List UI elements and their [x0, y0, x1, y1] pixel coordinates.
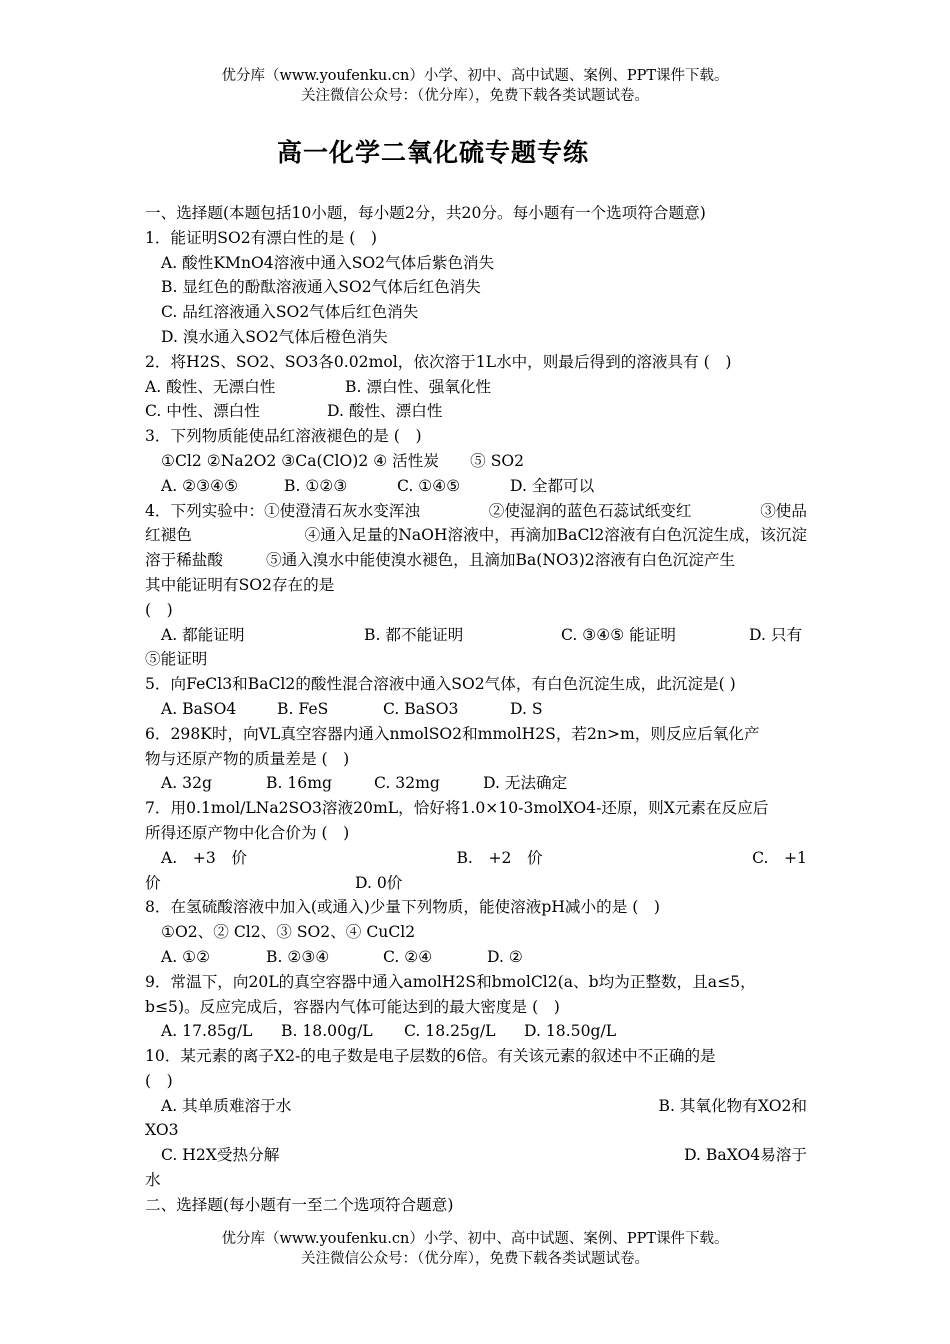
q3-option-b: B. ①②③ [284, 476, 348, 495]
q2-options-ab [145, 375, 807, 400]
q4-line-1b: ②使湿润的蓝色石蕊试纸变红 [488, 501, 692, 520]
header-line-1: 优分库（www.youfenku.cn）小学、初中、高中试题、案例、PPT课件下载。 [221, 68, 729, 84]
q7-option-c-cont: 价 [145, 873, 161, 892]
q4-line-2a: 红褪色 [145, 526, 192, 545]
q9-option-d: D. 18.50g/L [524, 1022, 617, 1041]
q1-option-c: C. 品红溶液通入SO2气体后红色消失 [161, 303, 419, 322]
q2-stem: 2．将H2S、SO2、SO3各0.02mol，依次溶于1L水中，则最后得到的溶液具有 ( ) [145, 352, 732, 371]
q2-option-b: B. 漂白性、强氧化性 [345, 377, 492, 396]
q7-options-d-line [145, 871, 807, 896]
q10-line-2: ( ) [145, 1071, 173, 1090]
q6-option-c: C. 32mg [374, 774, 440, 793]
q4-line-1a: 4．下列实验中：①使澄清石灰水变浑浊 [145, 501, 421, 520]
q3-options [145, 474, 807, 499]
exam-content [145, 201, 807, 1218]
q2-option-d: D. 酸性、漂白性 [327, 402, 443, 421]
q6-option-d: D. 无法确定 [483, 774, 568, 793]
q4-line-3b: ⑤通入溴水中能使溴水褪色，且滴加Ba(NO3)2溶液有白色沉淀产生 [266, 551, 736, 570]
q1-stem: 1．能证明SO2有漂白性的是 ( ) [145, 228, 377, 247]
q4-option-c: C. ③④⑤ 能证明 [561, 625, 676, 644]
q8-option-d: D. ② [487, 947, 523, 966]
q10-option-d-cont: 水 [145, 1171, 161, 1190]
q9-option-c: C. 18.25g/L [404, 1022, 496, 1041]
q10-option-a: A. 其单质难溶于水 [161, 1096, 292, 1115]
section-2-heading: 二、选择题(每小题有一至二个选项符合题意) [145, 1195, 454, 1214]
q4-line-1 [145, 499, 807, 524]
footer-line-2: 关注微信公众号：（优分库），免费下载各类试题试卷。 [301, 1251, 649, 1267]
q6-line-2: 物与还原产物的质量差是 ( ) [145, 749, 350, 768]
q8-option-a: A. ①② [161, 947, 211, 966]
q2-option-c: C. 中性、漂白性 [145, 402, 260, 421]
q5-stem: 5．向FeCl3和BaCl2的酸性混合溶液中通入SO2气体，有白色沉淀生成，此沉淀是( ) [145, 675, 736, 694]
q6-option-a: A. 32g [161, 774, 212, 793]
page-header [0, 66, 950, 106]
q10-option-c: C. H2X受热分解 [161, 1146, 280, 1165]
page-title: 高一化学二氧化硫专题专练 [276, 138, 589, 167]
q3-items: ①Cl2 ②Na2O2 ③Ca(ClO)2 ④ 活性炭 ⑤ SO2 [161, 451, 525, 470]
q7-option-a: A. +3 价 [161, 848, 247, 867]
q2-options-cd [145, 399, 807, 424]
q4-options [145, 623, 807, 648]
q9-options [145, 1019, 807, 1044]
q10-option-b-cont: XO3 [145, 1121, 179, 1140]
q5-option-d: D. S [510, 699, 543, 718]
q5-option-c: C. BaSO3 [383, 699, 459, 718]
q8-option-c: C. ②④ [383, 947, 433, 966]
q4-line-5: ( ) [145, 600, 173, 619]
q4-line-3a: 溶于稀盐酸 [145, 551, 223, 570]
q6-options [145, 771, 807, 796]
q7-options-abc [145, 846, 807, 871]
q5-option-a: A. BaSO4 [161, 699, 237, 718]
q4-option-d: D. 只有 [749, 625, 803, 644]
q6-option-b: B. 16mg [266, 774, 332, 793]
q8-option-b: B. ②③④ [266, 947, 330, 966]
q1-option-b: B. 显红色的酚酞溶液通入SO2气体后红色消失 [161, 278, 481, 297]
q7-line-2: 所得还原产物中化合价为 ( ) [145, 823, 350, 842]
q6-line-1: 6．298K时，向VL真空容器内通入nmolSO2和mmolH2S，若2n>m，则反应后氧化产 [145, 724, 760, 743]
footer-line-1: 优分库（www.youfenku.cn）小学、初中、高中试题、案例、PPT课件下载。 [221, 1231, 729, 1247]
q9-option-b: B. 18.00g/L [281, 1022, 373, 1041]
q9-line-2: b≤5)。反应完成后，容器内气体可能达到的最大密度是 ( ) [145, 997, 560, 1016]
q3-option-d: D. 全都可以 [510, 476, 595, 495]
q8-options [145, 945, 807, 970]
q7-option-b: B. +2 价 [456, 848, 543, 867]
q4-option-a: A. 都能证明 [161, 625, 245, 644]
q4-line-2b: ④通入足量的NaOH溶液中，再滴加BaCl2溶液有白色沉淀生成，该沉淀 [304, 526, 807, 545]
page-footer [0, 1229, 950, 1269]
q3-stem: 3．下列物质能使品红溶液褪色的是 ( ) [145, 427, 422, 446]
q10-options-ab [145, 1094, 807, 1119]
q4-line-1c: ③使品 [760, 501, 807, 520]
q7-line-1: 7．用0.1mol/LNa2SO3溶液20mL，恰好将1.0×10-3molXO4-还原，则X元素在反应后 [145, 799, 769, 818]
q10-options-cd [145, 1143, 807, 1168]
q8-items: ①O2、② Cl2、③ SO2、④ CuCl2 [161, 923, 416, 942]
q3-option-c: C. ①④⑤ [397, 476, 461, 495]
q10-option-b: B. 其氧化物有XO2和 [658, 1096, 807, 1115]
header-line-2: 关注微信公众号：（优分库），免费下载各类试题试卷。 [301, 88, 649, 104]
section-1-heading: 一、选择题(本题包括10小题，每小题2分，共20分。每小题有一个选项符合题意) [145, 204, 706, 222]
q4-line-3 [145, 548, 807, 573]
q4-option-b: B. 都不能证明 [364, 625, 464, 644]
q1-option-d: D. 溴水通入SO2气体后橙色消失 [161, 327, 388, 346]
q3-option-a: A. ②③④⑤ [161, 476, 239, 495]
q9-option-a: A. 17.85g/L [161, 1022, 253, 1041]
q10-option-d: D. BaXO4易溶于 [684, 1146, 807, 1165]
q4-line-4: 其中能证明有SO2存在的是 [145, 575, 335, 594]
q5-options [145, 697, 807, 722]
q9-line-1: 9．常温下，向20L的真空容器中通入amolH2S和bmolCl2(a、b均为正整数，且a≤5， [145, 972, 756, 991]
q4-option-d-cont: ⑤能证明 [145, 650, 208, 669]
q2-option-a: A. 酸性、无漂白性 [145, 377, 276, 396]
q8-stem: 8．在氢硫酸溶液中加入(或通入)少量下列物质，能使溶液pH减小的是 ( ) [145, 898, 661, 917]
q10-line-1: 10．某元素的离子X2-的电子数是电子层数的6倍。有关该元素的叙述中不正确的是 [145, 1047, 716, 1066]
q5-option-b: B. FeS [277, 699, 329, 718]
q1-option-a: A. 酸性KMnO4溶液中通入SO2气体后紫色消失 [161, 253, 495, 272]
q7-option-d: D. 0价 [355, 873, 403, 892]
q7-option-c: C. +1 [752, 848, 807, 867]
q4-line-2 [145, 523, 807, 548]
